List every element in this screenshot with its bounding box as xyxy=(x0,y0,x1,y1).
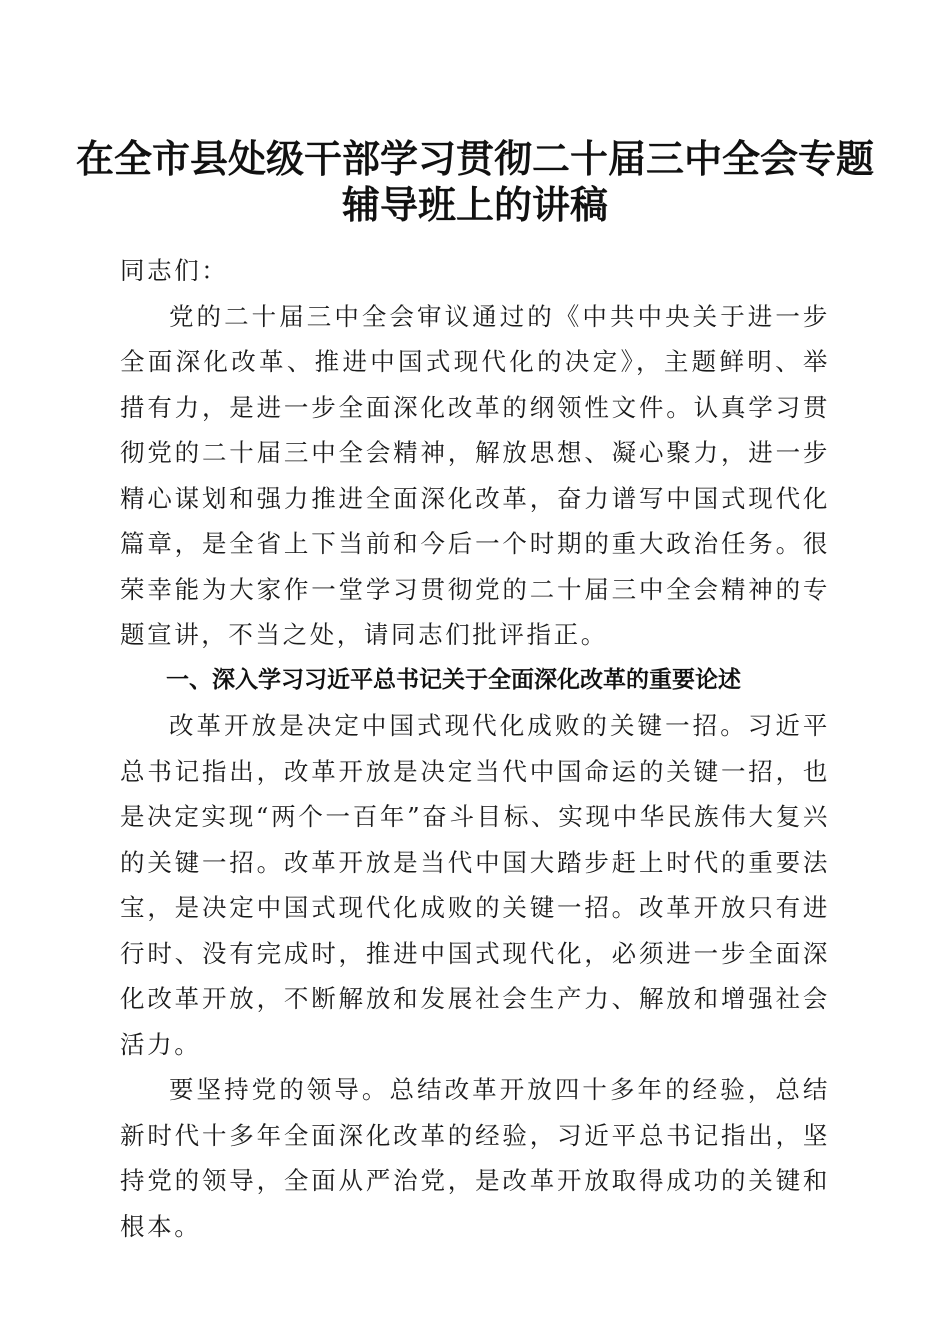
document-title: 在全市县处级干部学习贯彻二十届三中全会专题辅导班上的讲稿 xyxy=(75,136,874,227)
salutation: 同志们： xyxy=(120,256,229,285)
section-1-paragraph-1: 改革开放是决定中国式现代化成败的关键一招。习近平总书记指出，改革开放是决定当代中国命运的关键一招，也是决定实现“两个一百年”奋斗目标、实现中华民族伟大复兴的关键一招。改革开放是当代中国大踏步赶上时代的重要法宝，是决定中国式现代化成败的关键一招。改革开放只有进行时、没有完成时，推进中国式现代化，必须进一步全面深化改革开放，不断解放和发展社会生产力、解放和增强社会活力。 xyxy=(120,711,830,1059)
document-body xyxy=(120,248,830,1249)
section-1-paragraph-2: 要坚持党的领导。总结改革开放四十多年的经验，总结新时代十多年全面深化改革的经验，习近平总书记指出，坚持党的领导，全面从严治党，是改革开放取得成功的关键和根本。 xyxy=(120,1075,830,1241)
intro-paragraph: 党的二十届三中全会审议通过的《中共中央关于进一步全面深化改革、推进中国式现代化的决定》，主题鲜明、举措有力，是进一步全面深化改革的纲领性文件。认真学习贯彻党的二十届三中全会精神，解放思想、凝心聚力，进一步精心谋划和强力推进全面深化改革，奋力谱写中国式现代化篇章，是全省上下当前和今后一个时期的重大政治任务。很荣幸能为大家作一堂学习贯彻党的二十届三中全会精神的专题宣讲，不当之处，请同志们批评指正。 xyxy=(120,301,830,649)
section-heading-1: 一、深入学习习近平总书记关于全面深化改革的重要论述 xyxy=(166,666,741,693)
